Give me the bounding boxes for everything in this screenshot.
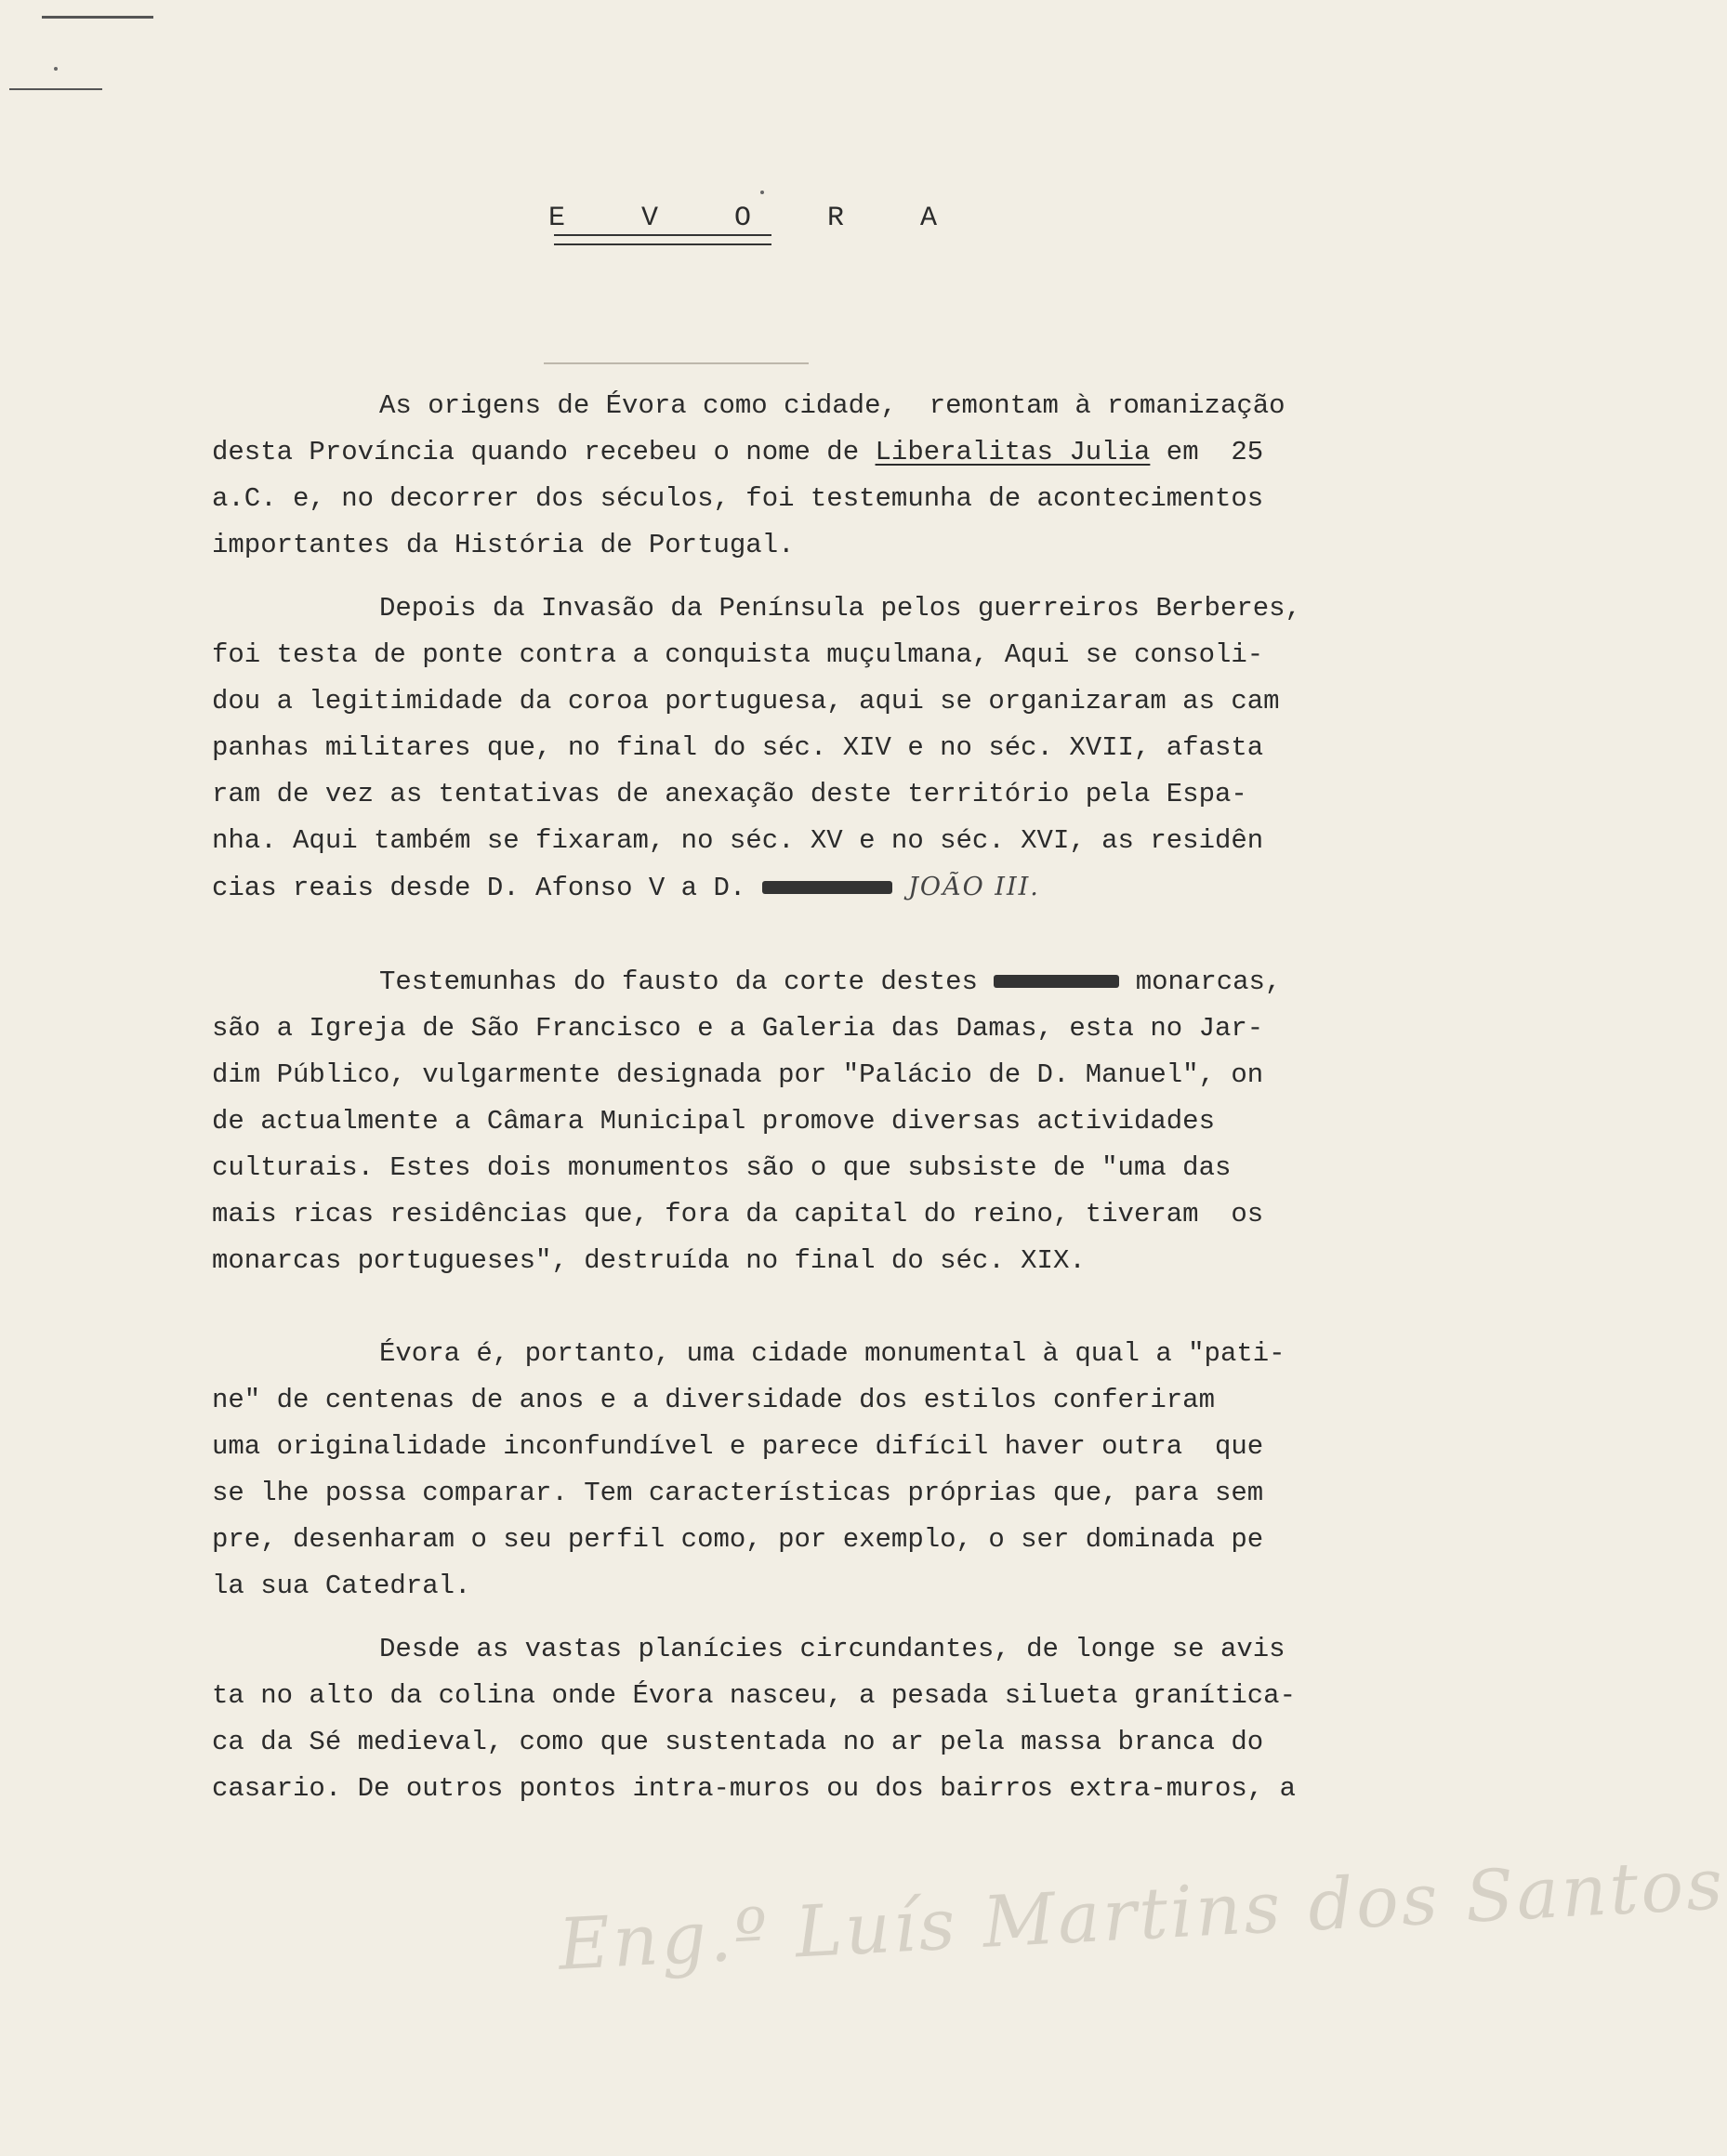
handwritten-correction: JOÃO III. — [908, 873, 1040, 901]
text-line: nha. Aqui também se fixaram, no séc. XV e no séc. XVI, as residên — [212, 825, 1264, 856]
text-line: As origens de Évora como cidade, remontam à romanização — [379, 390, 1285, 421]
text-line: dim Público, vulgarmente designada por "Palácio de D. Manuel", on — [212, 1059, 1264, 1090]
text-line: Testemunhas do fausto da corte destes monarcas, — [379, 966, 1282, 997]
margin-mark — [9, 88, 102, 90]
text-line: Évora é, portanto, uma cidade monumental à qual a "pati- — [379, 1338, 1285, 1369]
title-double-underline — [554, 234, 771, 245]
margin-mark — [42, 16, 153, 19]
struck-out-text — [762, 881, 892, 894]
margin-dot — [760, 191, 764, 194]
text-line: a.C. e, no decorrer dos séculos, foi testemunha de acontecimentos — [212, 483, 1264, 514]
text-line: cias reais desde D. Afonso V a D. JOÃO III. — [212, 873, 1040, 903]
text-line: panhas militares que, no final do séc. XIV e no séc. XVII, afasta — [212, 732, 1264, 763]
text-line: pre, desenharam o seu perfil como, por exemplo, o ser dominada pe — [212, 1524, 1264, 1555]
separator-line — [544, 362, 809, 364]
text-line: Depois da Invasão da Península pelos guerreiros Berberes, — [379, 593, 1301, 624]
margin-dot — [54, 67, 58, 71]
text-line: la sua Catedral. — [212, 1571, 471, 1601]
text-line: ne" de centenas de anos e a diversidade dos estilos conferiram — [212, 1385, 1215, 1415]
text-line: ca da Sé medieval, como que sustentada no ar pela massa branca do — [212, 1727, 1264, 1757]
text-line: Desde as vastas planícies circundantes, de longe se avis — [379, 1634, 1285, 1664]
text-line: de actualmente a Câmara Municipal promove diversas actividades — [212, 1106, 1215, 1137]
text-line: ta no alto da colina onde Évora nasceu, a pesada silueta granítica- — [212, 1680, 1296, 1711]
text-line: são a Igreja de São Francisco e a Galeria das Damas, esta no Jar- — [212, 1013, 1264, 1044]
underlined-term: Liberalitas Julia — [875, 437, 1151, 467]
page-title: E V O R A — [548, 203, 968, 234]
text-line: dou a legitimidade da coroa portuguesa, aqui se organizaram as cam — [212, 686, 1280, 716]
text-line: monarcas portugueses", destruída no final do séc. XIX. — [212, 1245, 1086, 1276]
text-line: mais ricas residências que, fora da capital do reino, tiveram os — [212, 1199, 1264, 1229]
text-line: culturais. Estes dois monumentos são o que subsiste de "uma das — [212, 1152, 1232, 1183]
text-line: foi testa de ponte contra a conquista muçulmana, Aqui se consoli- — [212, 639, 1264, 670]
handwritten-signature: Eng.º Luís Martins dos Santos — [556, 1842, 1727, 1986]
text-line: casario. De outros pontos intra-muros ou dos bairros extra-muros, a — [212, 1773, 1296, 1804]
text-line: importantes da História de Portugal. — [212, 530, 795, 560]
struck-out-text — [994, 975, 1119, 988]
text-line: se lhe possa comparar. Tem características próprias que, para sem — [212, 1478, 1264, 1508]
text-line: ram de vez as tentativas de anexação deste território pela Espa- — [212, 779, 1247, 809]
text-line: desta Província quando recebeu o nome de Liberalitas Julia em 25 — [212, 437, 1264, 467]
text-line: uma originalidade inconfundível e parece difícil haver outra que — [212, 1431, 1264, 1462]
